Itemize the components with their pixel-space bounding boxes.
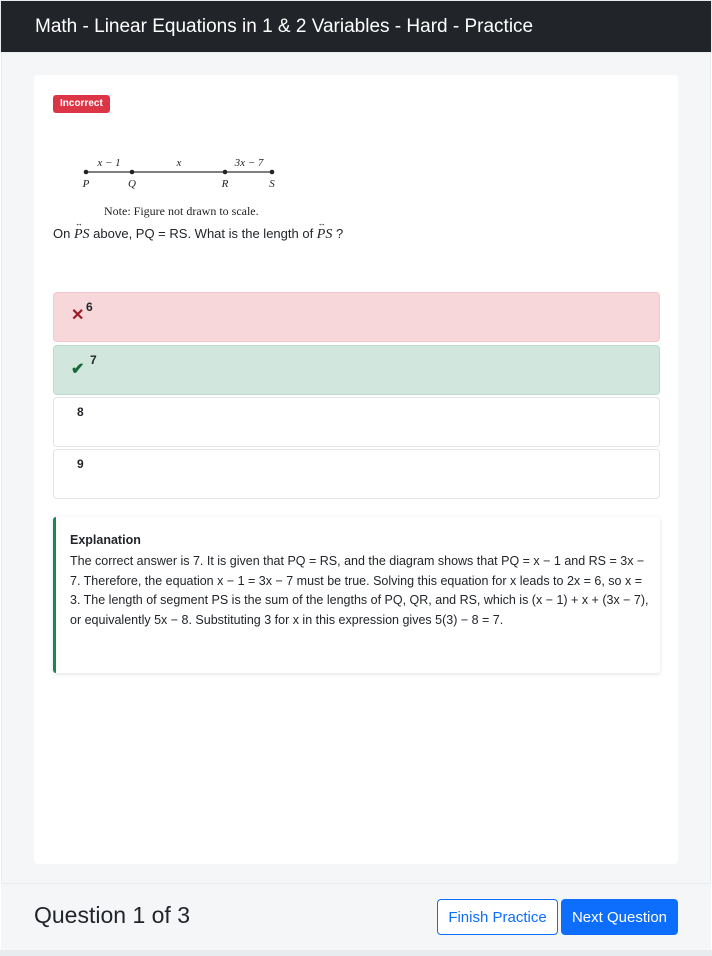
point-label-r: R (221, 178, 229, 190)
point-r (223, 170, 228, 175)
label-pq: x − 1 (97, 157, 121, 169)
explanation-body: The correct answer is 7. It is given that PQ = RS, and the diagram shows that PQ = x − 1 and RS = 3x − 7. Therefore, the equation x − 1 = 3x − 7 must be true. Solving this equation for x leads to 2x = 6, so x = 3. The length of segment PS is the sum of the lengths of PQ, QR, and RS, which is (x − 1) + x + (3x − 7), or equivalently 5x − 8. Substituting 3 for x in this expression gives 5(3) − 8 = 7. (70, 554, 649, 627)
point-q (130, 170, 135, 175)
answer-option-3[interactable] (53, 397, 660, 447)
point-p (84, 170, 89, 175)
option-label: 7 (90, 353, 97, 367)
segment-ps: ↔ PS (74, 227, 90, 242)
explanation-title: Explanation (70, 533, 141, 547)
explanation-box (53, 517, 660, 673)
answer-option-4[interactable] (53, 449, 660, 499)
figure-note: Note: Figure not drawn to scale. (104, 204, 259, 218)
option-label: 8 (77, 405, 84, 419)
point-label-q: Q (128, 178, 136, 190)
page-title: Math - Linear Equations in 1 & 2 Variables - Hard - Practice (35, 16, 534, 37)
question-progress: Question 1 of 3 (34, 902, 190, 928)
answer-option-2[interactable] (53, 345, 660, 395)
label-rs: 3x − 7 (234, 157, 264, 169)
point-label-s: S (269, 178, 275, 190)
segment-figure (78, 151, 338, 223)
finish-practice-button[interactable]: Finish Practice (437, 899, 558, 935)
option-label: 9 (77, 457, 84, 471)
status-badge: Incorrect (53, 95, 110, 113)
question-prefix: On (53, 226, 74, 241)
footer-bar (1, 883, 711, 950)
x-icon: ✕ (71, 307, 85, 324)
point-s (270, 170, 275, 175)
question-suffix: ? (332, 226, 344, 241)
question-middle: above, PQ = RS. What is the length of (89, 226, 317, 241)
answer-option-1[interactable] (53, 292, 660, 342)
question-card (34, 75, 678, 864)
bottom-strip (0, 950, 712, 956)
point-label-p: P (82, 178, 90, 190)
check-icon: ✔ (71, 361, 85, 378)
option-label: 6 (86, 300, 93, 314)
segment-ps-2: ↔ PS (317, 227, 333, 242)
top-bar (0, 0, 712, 53)
next-question-button[interactable]: Next Question (561, 899, 678, 935)
label-qr: x (176, 157, 182, 169)
question-text (53, 226, 343, 243)
